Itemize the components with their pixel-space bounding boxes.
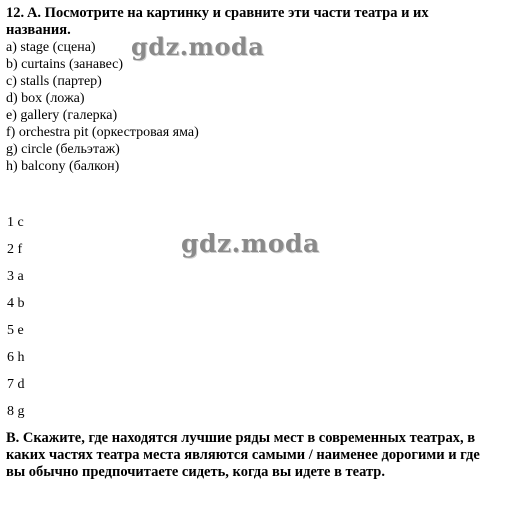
watermark: gdz.moda: [131, 32, 265, 61]
answer-item: 8 g: [7, 404, 25, 419]
term-item: d) box (ложа): [6, 91, 85, 106]
term-item: g) circle (бельэтаж): [6, 142, 120, 157]
answer-item: 6 h: [7, 350, 25, 365]
answer-item: 3 a: [7, 269, 24, 284]
term-item: b) curtains (занавес): [6, 57, 124, 72]
answer-item: 2 f: [7, 242, 23, 257]
answer-item: 1 c: [7, 215, 24, 230]
term-item: c) stalls (партер): [6, 74, 102, 89]
term-item: a) stage (сцена): [6, 40, 96, 55]
term-item: f) orchestra pit (оркестровая яма): [6, 125, 199, 140]
task-a-heading: 12. A. Посмотрите на картинку и сравните эти части театра и их названия.: [6, 5, 429, 38]
answer-item: 4 b: [7, 296, 25, 311]
task-b-text: B. Скажите, где находятся лучшие ряды мест в современных театрах, в каких частях театра места являются самыми / наименее дорогими и где вы обычно предпочитаете сидеть, когда вы идете в театр.: [6, 430, 480, 480]
term-item: e) gallery (галерка): [6, 108, 118, 123]
term-item: h) balcony (балкон): [6, 159, 120, 174]
answer-item: 5 e: [7, 323, 24, 338]
answer-item: 7 d: [7, 377, 25, 392]
answer-list: [7, 214, 25, 430]
watermark: gdz.moda: [181, 229, 320, 258]
